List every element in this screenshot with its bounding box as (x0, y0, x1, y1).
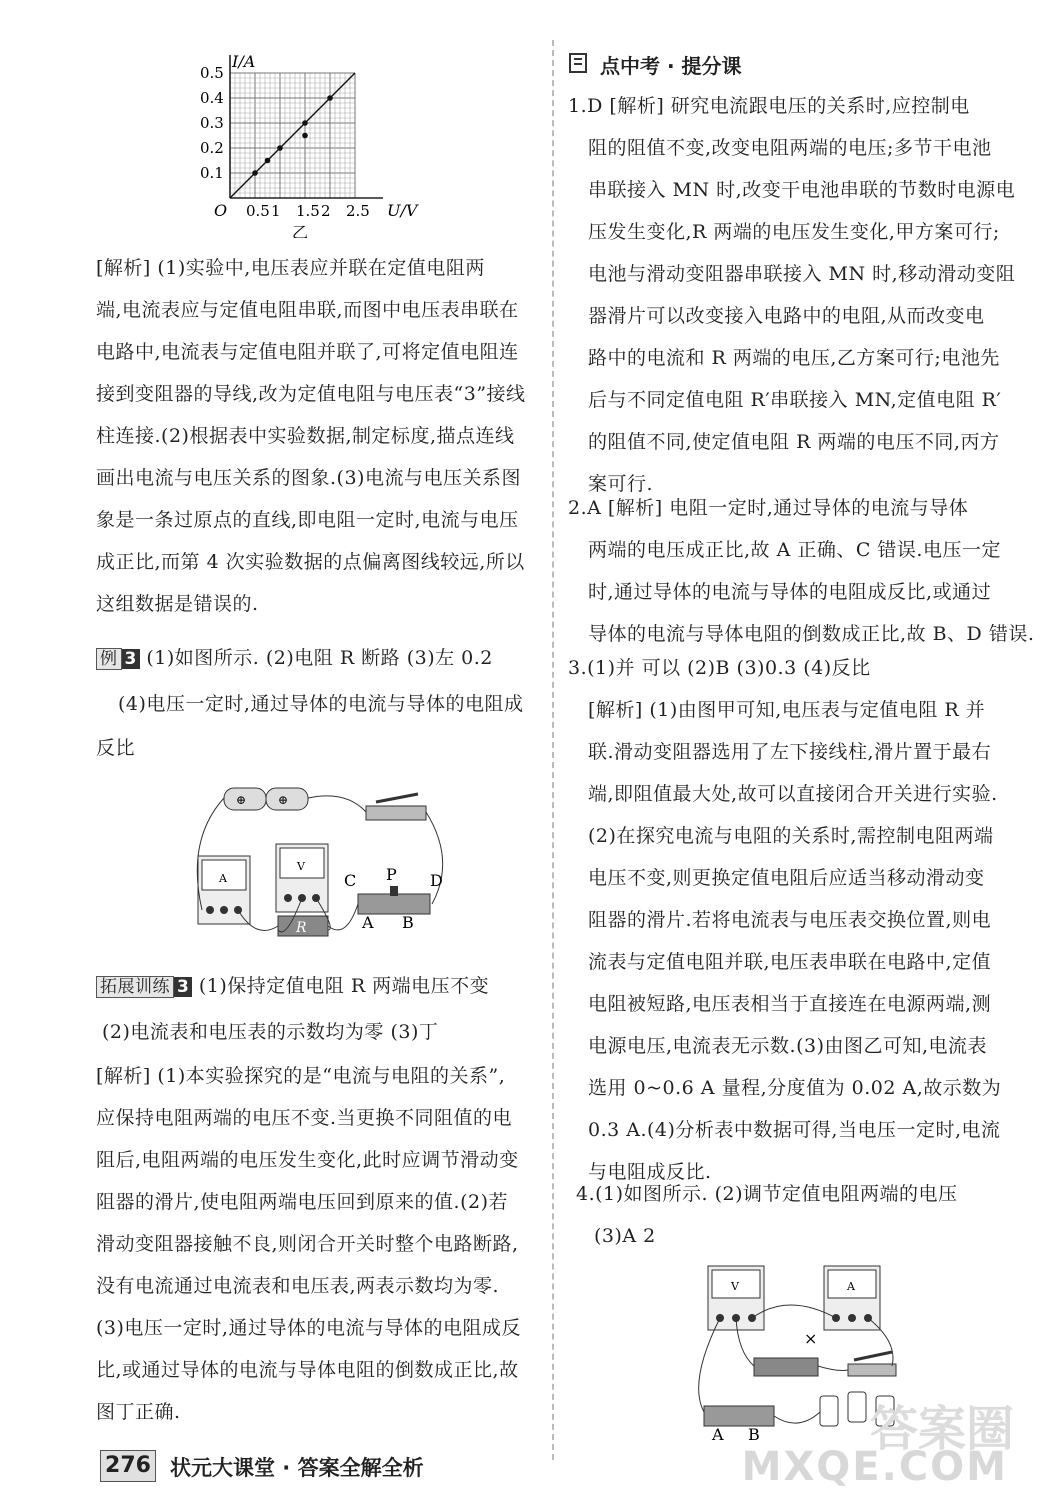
page-number: 276 (100, 1450, 156, 1482)
switch (366, 794, 426, 820)
q2-line: 时,通过导体的电流与导体的电阻成反比,或通过 (588, 581, 992, 603)
example-tag: 例 (96, 648, 122, 670)
example-3-line3: 反比 (96, 737, 136, 759)
extension-answer: 拓展训练 3 (1)保持定值电阻 R 两端电压不变 (96, 976, 489, 998)
q3-line: [解析] (1)由图甲可知,电压表与定值电阻 R 并 (588, 699, 986, 721)
svg-text:⊕: ⊕ (236, 793, 247, 807)
analysis1-line: 电路中,电流表与定值电阻并联了,可将定值电阻连 (96, 341, 519, 363)
y-axis-label: I/A (232, 52, 256, 71)
data-point (265, 158, 271, 164)
analysis2-line: 图丁正确. (96, 1401, 181, 1423)
label-D: D (430, 871, 443, 890)
analysis2-line: 阻后,电阻两端的电压发生变化,此时应调节滑动变 (96, 1149, 519, 1171)
label-C: C (344, 871, 357, 890)
q3-line: 3.(1)并 可以 (2)B (3)0.3 (4)反比 (568, 657, 871, 679)
analysis1-line: 象是一条过原点的直线,即电阻一定时,电流与电压 (96, 509, 519, 531)
column-divider (552, 40, 554, 1460)
analysis2-line: 阻器的滑片,使电阻两端电压回到原来的值.(2)若 (96, 1191, 508, 1213)
x-tick-label: 1 (271, 202, 281, 220)
q3-line: 电阻被短路,电压表相当于直接连在电源两端,测 (588, 993, 992, 1015)
book-icon (568, 52, 590, 74)
y-tick-label: 0.5 (200, 64, 224, 82)
q3-line: 电源电压,电流表无示数.(3)由图乙可知,电流表 (588, 1035, 988, 1057)
watermark-url: MXQE.COM (741, 1444, 1008, 1490)
book-title: 状元大课堂 · 答案全解全析 (170, 1456, 424, 1480)
q3-line: 选用 0~0.6 A 量程,分度值为 0.02 A,故示数为 (588, 1077, 1002, 1099)
x-tick-label: 1.5 (296, 202, 320, 220)
data-point (302, 120, 308, 126)
fit-line (230, 73, 355, 198)
analysis1-line: [解析] (1)实验中,电压表应并联在定值电阻两 (96, 257, 485, 279)
x-axis-label: U/V (387, 201, 418, 220)
graph-caption: 乙 (292, 223, 309, 238)
label-A: A (362, 913, 374, 932)
example-3-answer: 例 3 (1)如图所示. (2)电阻 R 断路 (3)左 0.2 (96, 648, 493, 670)
analysis1-line: 成正比,而第 4 次实验数据的点偏离图线较远,所以 (96, 551, 525, 573)
svg-text:⊕: ⊕ (278, 793, 289, 807)
analysis1-line: 柱连接.(2)根据表中实验数据,制定标度,描点连线 (96, 425, 515, 447)
q1-line: 的阻值不同,使定值电阻 R 两端的电压不同,丙方 (588, 431, 1000, 453)
data-point (302, 133, 308, 139)
q2-line: 两端的电压成正比,故 A 正确、C 错误.电压一定 (588, 539, 1001, 561)
switch-2 (848, 1352, 896, 1376)
svg-text:V: V (297, 860, 305, 873)
data-point (277, 145, 283, 151)
iu-graph (194, 48, 524, 238)
label-A-2: A (712, 1425, 724, 1442)
label-R: R (296, 920, 307, 936)
question-4-line2: (3)A 2 (594, 1225, 656, 1247)
svg-text:V: V (731, 1280, 739, 1293)
analysis2-line: 没有电流通过电流表和电压表,两表示数均为零. (96, 1275, 500, 1297)
x-tick-label: 0.5 (246, 202, 270, 220)
origin-label: O (214, 201, 228, 220)
q3-line: 电压不变,则更换定值电阻后应适当移动滑动变 (588, 867, 985, 889)
analysis1-line: 画出电流与电压关系的图象.(3)电流与电压关系图 (96, 467, 521, 489)
ammeter (198, 856, 250, 924)
y-tick-label: 0.4 (200, 89, 224, 107)
extension-tag: 拓展训练 (96, 976, 174, 998)
q1-line: 后与不同定值电阻 R′串联接入 MN,定值电阻 R′ (588, 389, 1002, 411)
y-tick-label: 0.2 (200, 139, 224, 157)
q3-line: 端,即阻值最大处,故可以直接闭合开关进行实验. (588, 783, 998, 805)
rheostat-2 (704, 1406, 774, 1426)
circuit-diagram-1 (186, 780, 546, 950)
question-4-line1: 4.(1)如图所示. (2)调节定值电阻两端的电压 (576, 1183, 958, 1205)
q1-line: 案可行. (588, 473, 654, 495)
section-header: 点中考 · 提分课 (600, 54, 742, 78)
analysis1-line: 这组数据是错误的. (96, 593, 259, 615)
q1-line: 串联接入 MN 时,改变干电池串联的节数时电源电 (588, 179, 1016, 201)
analysis2-line: 滑动变阻器接触不良,则闭合开关时整个电路断路, (96, 1233, 519, 1255)
svg-text:A: A (219, 872, 227, 885)
label-B: B (402, 913, 414, 932)
q3-line: 联.滑动变阻器选用了左下接线柱,滑片置于最右 (588, 741, 992, 763)
analysis2-line: (3)电压一定时,通过导体的电流与导体的电阻成反 (96, 1317, 521, 1339)
analysis1-line: 接到变阻器的导线,改为定值电阻与电压表“3”接线 (96, 383, 526, 405)
analysis2-line: 应保持电阻两端的电压不变.当更换不同阻值的电 (96, 1107, 513, 1129)
q1-line: 电池与滑动变阻器串联接入 MN 时,移动滑动变阻 (588, 263, 1016, 285)
svg-text:A: A (847, 1280, 855, 1293)
q3-line: 阻器的滑片.若将电流表与电压表交换位置,则电 (588, 909, 992, 931)
example-3-line2: (4)电压一定时,通过导体的电流与导体的电阻成 (118, 693, 524, 715)
q1-line: 压发生变化,R 两端的电压发生变化,甲方案可行; (588, 221, 1000, 243)
battery (224, 788, 308, 810)
example-number: 3 (122, 649, 140, 669)
label-P: P (386, 865, 397, 884)
y-tick-label: 0.1 (200, 164, 224, 182)
q3-line: (2)在探究电流与电阻的关系时,需控制电阻两端 (588, 825, 994, 847)
data-point (327, 95, 333, 101)
x-tick-label: 2.5 (346, 202, 370, 220)
extension-number: 3 (174, 977, 192, 997)
q3-line: 流表与定值电阻并联,电压表串联在电路中,定值 (588, 951, 992, 973)
q1-line: 路中的电流和 R 两端的电压,乙方案可行;电池先 (588, 347, 1000, 369)
analysis2-line: 比,或通过导体的电流与导体电阻的倒数成正比,故 (96, 1359, 519, 1381)
watermark-logo: 答案圈 (869, 1401, 1014, 1457)
q1-line: 阻的阻值不变,改变电阻两端的电压;多节干电池 (588, 137, 992, 159)
y-tick-label: 0.3 (200, 114, 224, 132)
analysis2-line: [解析] (1)本实验探究的是“电流与电阻的关系”, (96, 1065, 506, 1087)
svg-text:×: × (804, 1329, 818, 1348)
q1-line: 1.D [解析] 研究电流跟电压的关系时,应控制电 (568, 95, 970, 117)
q2-line: 2.A [解析] 电阻一定时,通过导体的电流与导体 (568, 497, 969, 519)
q3-line: 0.3 A.(4)分析表中数据可得,当电压一定时,电流 (588, 1119, 1001, 1141)
label-B-2: B (748, 1425, 760, 1442)
voltmeter (276, 844, 328, 912)
extension-line2: (2)电流表和电压表的示数均为零 (3)丁 (102, 1021, 439, 1043)
x-tick-label: 2 (321, 202, 331, 220)
q2-line: 导体的电流与导体电阻的倒数成正比,故 B、D 错误. (588, 623, 1035, 645)
q1-line: 器滑片可以改变接入电路中的电阻,从而改变电 (588, 305, 985, 327)
analysis1-line: 端,电流表应与定值电阻串联,而图中电压表串联在 (96, 299, 519, 321)
resistor-2 (754, 1358, 818, 1376)
data-point (252, 170, 258, 176)
q3-line: 与电阻成反比. (588, 1161, 712, 1183)
rheostat (358, 886, 430, 914)
